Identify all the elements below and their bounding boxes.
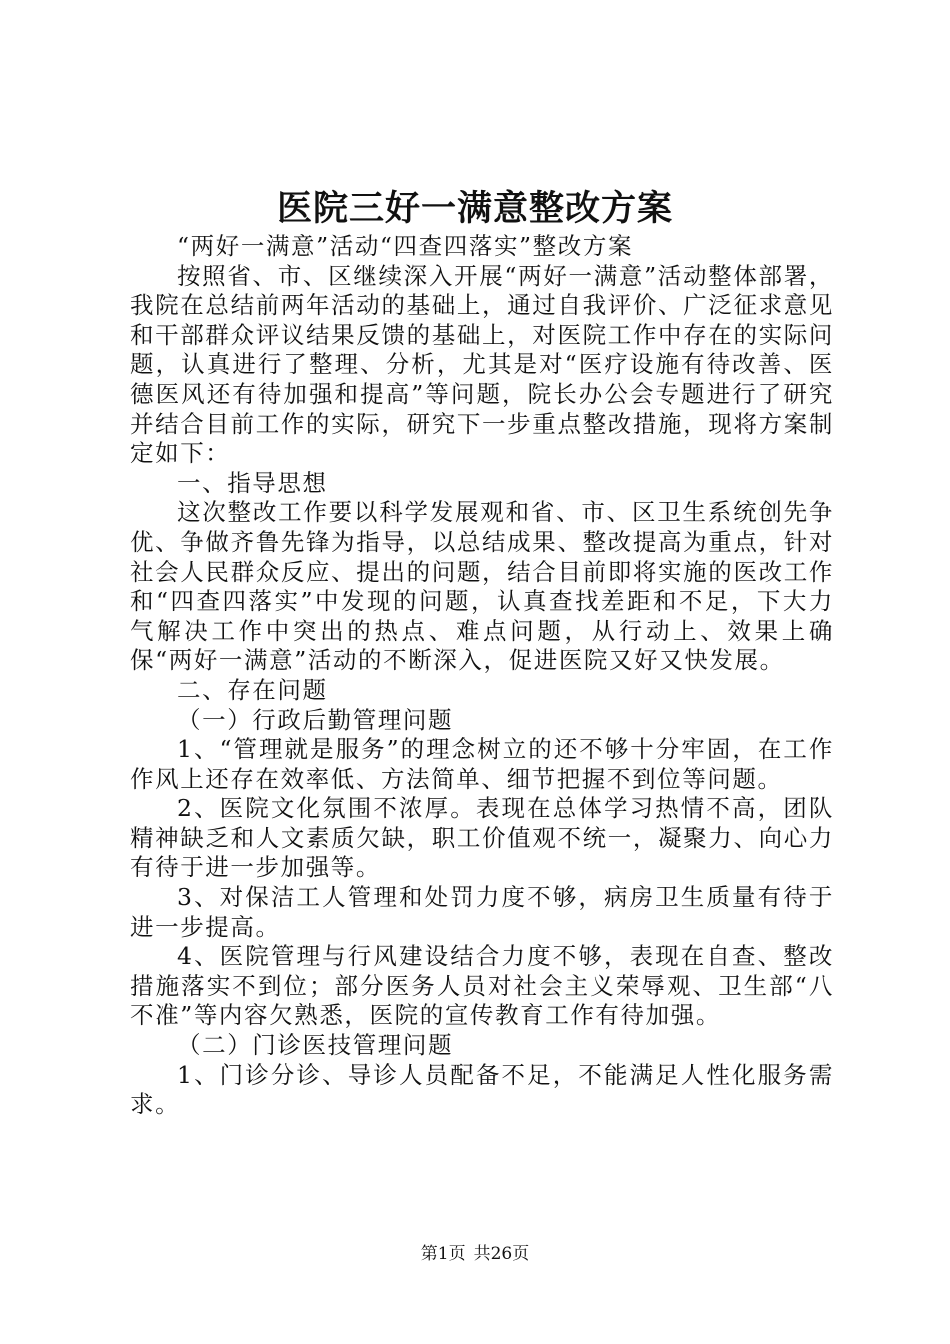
list-item-admin-2: 2、医院文化氛围不浓厚。表现在总体学习热情不高，团队精神缺乏和人文素质欠缺，职工价值观不统一，凝聚力、向心力有待于进一步加强等。 <box>130 794 834 882</box>
subsection-heading-outpatient: （二）门诊医技管理问题 <box>177 1031 454 1060</box>
document-title: 医院三好一满意整改方案 <box>276 188 673 229</box>
list-item-admin-4: 4、医院管理与行风建设结合力度不够，表现在自查、整改措施落实不到位；部分医务人员对社会主义荣辱观、卫生部“八不准”等内容欠熟悉，医院的宣传教育工作有待加强。 <box>130 942 834 1030</box>
section-heading-guiding-thought: 一、指导思想 <box>177 468 328 497</box>
list-item-admin-1: 1、“管理就是服务”的理念树立的还不够十分牢固，在工作作风上还存在效率低、方法简单、细节把握不到位等问题。 <box>130 735 834 793</box>
paragraph-guiding-thought: 这次整改工作要以科学发展观和省、市、区卫生系统创先争优、争做齐鲁先锋为指导，以总结成果、整改提高为重点，针对社会人民群众反应、提出的问题，结合目前即将实施的医改工作和“四查四落实”中发现的问题，认真查找差距和不足，下大力气解决工作中突出的热点、难点问题，从行动上、效果上确保“两好一满意”活动的不断深入，促进医院又好又快发展。 <box>130 498 834 675</box>
paragraph-subtitle: “两好一满意”活动“四查四落实”整改方案 <box>177 232 634 260</box>
document-body <box>130 232 834 1120</box>
page-footer <box>0 1242 950 1266</box>
page-total: 共26页 <box>473 1244 530 1264</box>
paragraph-intro: 按照省、市、区继续深入开展“两好一满意”活动整体部署，我院在总结前两年活动的基础上，通过自我评价、广泛征求意见和干部群众评议结果反馈的基础上，对医院工作中存在的实际问题，认真进行了整理、分析，尤其是对“医疗设施有待改善、医德医风还有待加强和提高”等问题，院长办公会专题进行了研究并结合目前工作的实际，研究下一步重点整改措施，现将方案制定如下： <box>130 261 834 468</box>
list-item-outpatient-1: 1、门诊分诊、导诊人员配备不足，不能满足人性化服务需求。 <box>130 1060 834 1119</box>
section-heading-existing-problems: 二、存在问题 <box>177 675 328 704</box>
subsection-heading-admin: （一）行政后勤管理问题 <box>177 705 454 734</box>
page-number: 第1页 <box>420 1244 466 1264</box>
list-item-admin-3: 3、对保洁工人管理和处罚力度不够，病房卫生质量有待于进一步提高。 <box>130 883 834 941</box>
